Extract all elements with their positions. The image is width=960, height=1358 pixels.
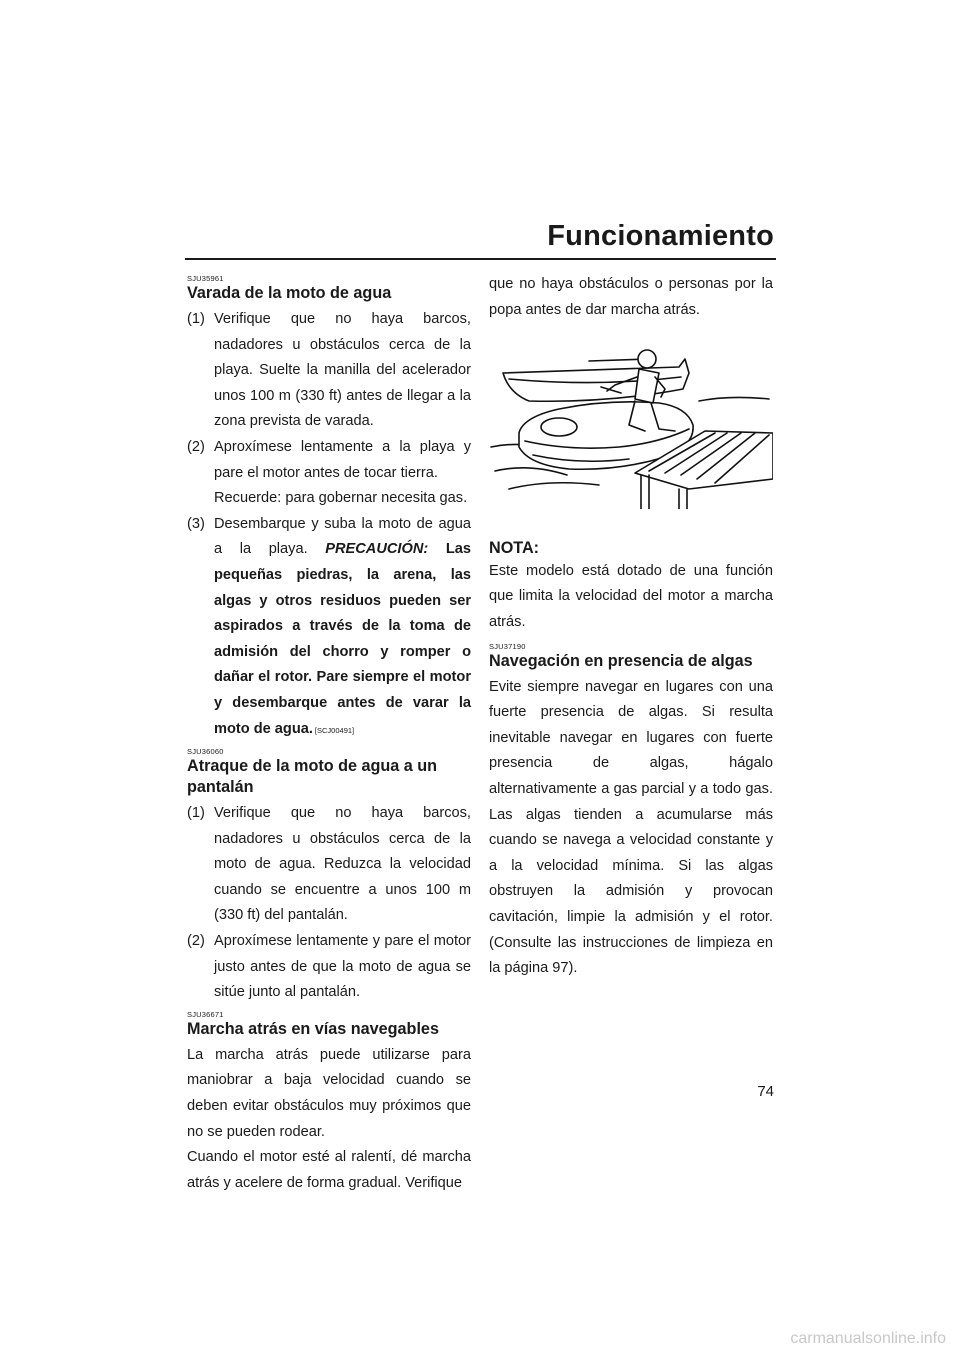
list-item (187, 929, 471, 1006)
page-header-title: Funcionamiento (547, 220, 774, 252)
item-text-continued: Recuerde: para gobernar necesita gas. (214, 490, 468, 507)
item-number: (1) (187, 805, 205, 822)
paragraph-continued: que no haya obstáculos o personas por la popa antes de dar marcha atrás. (489, 276, 773, 318)
watermark: carmanualsonline.info (790, 1330, 946, 1347)
item-number: (3) (187, 515, 205, 532)
list-item (187, 307, 471, 435)
caution-code: [SCJ00491] (314, 725, 355, 735)
note-title: NOTA: (489, 538, 540, 557)
paragraph: Evite siempre navegar en lugares con una fuerte presencia de algas. Si resulta inevitable navegar en lugares con fuerte presencia de algas, hágalo alternativamente a gas parcial y a todo gas. Las algas tienden a acumularse más cuando se navega a velocidad constante y a la velocidad mínima. Si las algas obstruyen la admisión y provocan cavitación, limpie la admisión y el rotor. (Consulte las instrucciones de limpieza en la página 97). (489, 678, 773, 977)
list-item (187, 801, 471, 929)
item-number: (2) (187, 933, 205, 950)
section-code: SJU36060 (187, 747, 224, 757)
section-code: SJU37190 (489, 641, 526, 651)
paragraph: La marcha atrás puede utilizarse para maniobrar a baja velocidad cuando se deben evitar obstáculos muy próximos que no se pueden rodear. (187, 1046, 471, 1140)
note-text: Este modelo está dotado de una función que limita la velocidad del motor a marcha atrás. (489, 562, 773, 630)
section-code: SJU35961 (187, 274, 224, 283)
list-item (187, 435, 471, 512)
item-text: Aproxímese lentamente y pare el motor justo antes de que la moto de agua se sitúe junto al pantalán. (214, 933, 471, 1001)
section-title-atraque: Atraque de la moto de agua a un pantalán (187, 757, 438, 797)
section-title-marcha: Marcha atrás en vías navegables (187, 1019, 439, 1038)
caution-label: PRECAUCIÓN: (325, 541, 429, 558)
list-item-caution (187, 512, 471, 743)
header-rule (185, 258, 776, 260)
jet-ski-docking-illustration (489, 329, 773, 509)
paragraph: Cuando el motor esté al ralentí, dé marcha atrás y acelere de forma gradual. Verifique (187, 1149, 471, 1191)
page-number: 74 (757, 1083, 774, 1100)
item-text: Aproxímese lentamente a la playa y pare el motor antes de tocar tierra. (214, 438, 471, 481)
section-code: SJU36671 (187, 1009, 224, 1019)
item-number: (1) (187, 311, 205, 327)
section-title-varada: Varada de la moto de agua (187, 284, 392, 302)
item-text: Verifique que no haya barcos, nadadores u obstáculos cerca de la playa. Suelte la manilla del acelerador unos 100 m (330 ft) antes de llegar a la zona prevista de varada. (214, 311, 471, 430)
right-column (489, 272, 773, 982)
item-text: Verifique que no haya barcos, nadadores u obstáculos cerca de la moto de agua. Reduzca la velocidad cuando se encuentre a unos 100 m (330 ft) del pantalán. (214, 805, 471, 924)
item-text: Desembarque y suba la moto de agua a la playa. (214, 515, 471, 558)
item-number: (2) (187, 438, 205, 455)
caution-text: Las pequeñas piedras, la arena, las algas y otros residuos pueden ser aspirados a través de la toma de admisión del chorro y romper o dañar el rotor. Pare siempre el motor y desembarque antes de varar la moto de agua. (214, 541, 471, 737)
section-title-algas: Navegación en presencia de algas (489, 651, 753, 670)
left-column (187, 272, 471, 1196)
